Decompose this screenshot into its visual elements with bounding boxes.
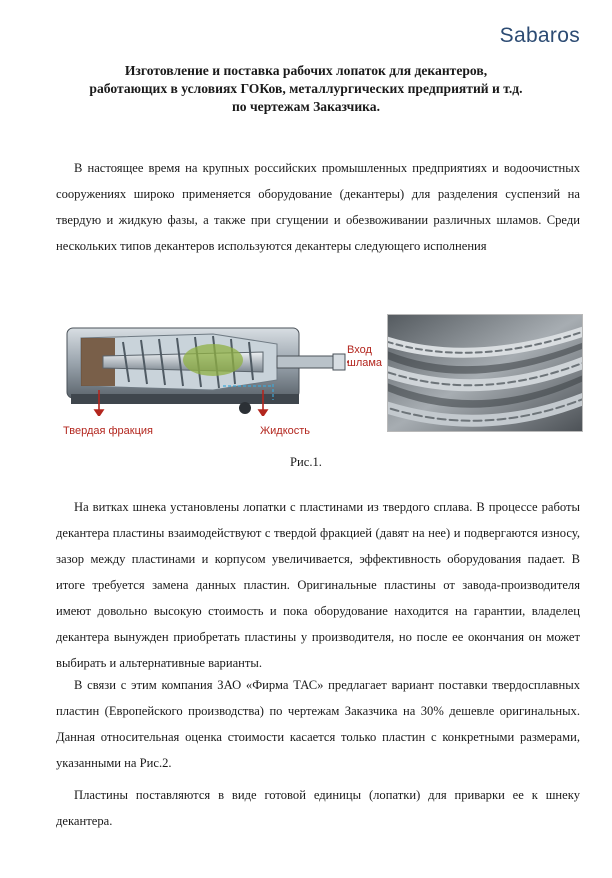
paragraph-offer: В связи с этим компания ЗАО «Фирма ТАС» предлагает вариант поставки твердосплавных пластин (Европейского производства) по чертежам Заказчика на 30% дешевле оригинальных. Данная относительная оценка стоимости касается только пластин с конкретными размерами, указанными на Рис.2. xyxy=(56,678,580,770)
label-sludge-inlet xyxy=(347,344,382,370)
label-line: Вход xyxy=(347,344,372,356)
decanter-frame xyxy=(71,394,299,404)
document-title xyxy=(40,62,572,116)
label-line: шлама xyxy=(347,357,383,369)
figure-caption: Рис.1. xyxy=(290,455,322,469)
feed-pipe-tip xyxy=(333,354,345,370)
support-wheel xyxy=(239,402,251,414)
title-line: по чертежам Заказчика. xyxy=(231,99,381,114)
paragraph-supply: Пластины поставляются в виде готовой единицы (лопатки) для приварки ее к шнеку декантера. xyxy=(56,788,580,828)
decanter-diagram xyxy=(63,320,349,416)
label-liquid: Жидкость xyxy=(260,425,311,437)
label-solid-fraction: Твердая фракция xyxy=(63,425,153,437)
paragraph-wear: На витках шнека установлены лопатки с пластинами из твердого сплава. В процессе работы декантера пластины взаимодействуют с твердой фракцией (давят на нее) и подвергаются износу, зазор между пластинами и корпусом увеличивается, эффективность оборудования падает. В итоге требуется замена данных пластин. Оригинальные пластины от завода-производителя имеют довольно высокую стоимость и пока оборудование находится на гарантии, владелец декантера вынужден приобретать пластины у производителя, но после ее окончания он может выбирать и альтернативные варианты. xyxy=(56,500,580,670)
title-line: Изготовление и поставка рабочих лопаток для декантеров, xyxy=(124,63,488,78)
title-line: работающих в условиях ГОКов, металлургических предприятий и т.д. xyxy=(89,81,523,96)
liquid-zone xyxy=(183,344,243,376)
brand-logo: Sabaros xyxy=(499,24,580,47)
screw-photo xyxy=(387,314,583,432)
paragraph-intro: В настоящее время на крупных российских промышленных предприятиях и водоочистных сооружениях широко применяется оборудование (декантеры) для разделения суспензий на твердую и жидкую фазы, а также при сгущении и обезвоживании различных шламов. Среди нескольких типов декантеров используются декантеры следующего исполнения xyxy=(56,161,580,253)
